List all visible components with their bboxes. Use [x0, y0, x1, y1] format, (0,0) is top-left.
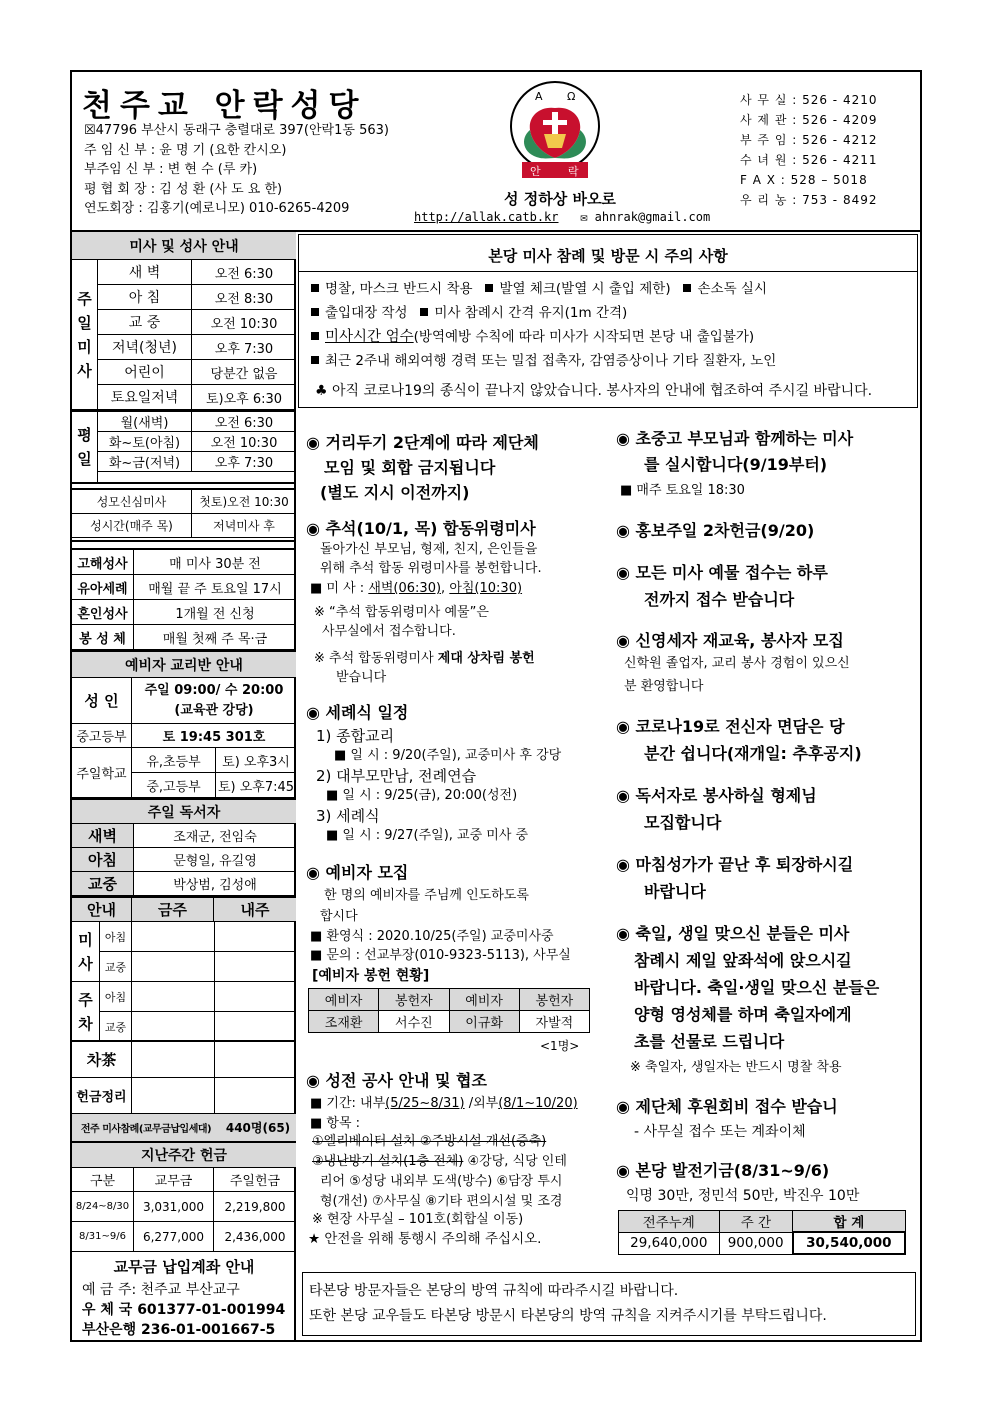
- address: ☒47796 부산시 동래구 충렬대로 397(안락1동 563): [84, 123, 389, 138]
- birthday-heading-5: 초를 선물로 드립니다: [634, 1032, 785, 1051]
- birthday-heading-2: 참례시 제일 앞좌석에 앉으시길: [634, 951, 852, 970]
- assistant-pastor: 부주임 신 부 : 변 현 수 (루 카): [84, 162, 258, 177]
- interview-heading-1: ◉ 코로나19로 전신자 면담은 당: [616, 717, 845, 736]
- weekday-mass-row-1-cell-0: 월(새벽): [98, 412, 192, 431]
- baptism-step-1-detail: ■ 일 시 : 9/20(주일), 교중미사 후 강당: [334, 748, 562, 763]
- sunday-mass-row-4-cell-1: 오후 7:30: [214, 341, 274, 357]
- rebaptized-text-1: 신학원 졸업자, 교리 봉사 경험이 있으신: [624, 656, 850, 671]
- section-divider: [72, 548, 296, 550]
- sunday-mass-row-6-cell-1: 토)오후 6:30: [205, 391, 283, 407]
- construction-done-1: ①엘리베이터 설치 ②주방시설 개선(증축): [312, 1134, 547, 1149]
- duty-header-row: 안내 금주 내주: [72, 896, 296, 922]
- special-mass-row-1-cell-1: 첫토)오전 10:30: [199, 495, 289, 509]
- sacrament-row-1-cell-1: 매 미사 30분 전: [169, 556, 261, 572]
- fund-td-2: 900,000: [719, 1232, 793, 1254]
- notice-line-3: 미사시간 엄수(방역예방 수칙에 따라 미사가 시작되면 본당 내 출입불가): [311, 325, 754, 346]
- special-mass-row-2: [72, 514, 296, 538]
- sacrament-row-3-cell-1: 1개월 전 신청: [175, 606, 255, 622]
- pastor: 주 임 신 부 : 윤 명 기 (요한 칸시오): [84, 142, 287, 158]
- reader-row-1-cell-1: 조재군, 전임숙: [173, 830, 257, 845]
- construction-heading: ◉ 성전 공사 안내 및 협조: [306, 1071, 487, 1090]
- offering-title: 지난주간 헌금: [72, 1142, 296, 1168]
- phone-fax: F A X : 528 – 5018: [740, 173, 868, 187]
- baptism-step-2: 2) 대부모만남, 전례연습: [316, 767, 477, 785]
- chuseok-mass: ■ 미 사 : 새벽(06:30), 아침(10:30): [310, 581, 523, 596]
- recruit-text-1: 한 명의 예비자를 주님께 인도하도록: [324, 888, 529, 903]
- recruit-status: [예비자 봉헌 현황]: [312, 968, 430, 984]
- distance-heading-3: (별도 지시 이전까지): [320, 483, 470, 502]
- weekday-mass-row-3-cell-1: 오후 7:30: [214, 456, 274, 471]
- offering-notice-1: ◉ 모든 미사 예물 접수는 하루: [616, 563, 828, 582]
- distance-heading-1: ◉ 거리두기 2단계에 따라 제단체: [306, 433, 539, 452]
- parish-logo: [500, 78, 610, 190]
- phone-list: [740, 90, 877, 210]
- sunday-mass-row-5-cell-0: 어린이: [98, 360, 192, 384]
- notice-line-4: 최근 2주내 해외여행 경력 또는 밀접 접촉자, 감염증상이나 기타 질환자, 노인: [311, 349, 776, 369]
- sunday-mass-row-1-cell-1: 오전 6:30: [214, 266, 274, 282]
- notice-line-1: 명찰, 마스크 반드시 착용 발열 체크(발열 시 출입 제한) 손소독 실시: [311, 277, 767, 297]
- sunday-mass-row-4-cell-0: 저녁(청년): [98, 335, 192, 359]
- account-post: 우 체 국 601377-01-001994: [82, 1302, 286, 1318]
- section-divider: [72, 482, 296, 484]
- recruit-table: [308, 988, 590, 1033]
- sunday-mass-row-2-cell-0: 아 침: [98, 285, 192, 309]
- phone-office: 사 무 실 : 526 - 4210: [740, 93, 878, 107]
- youth-class-row: 중고등부 토 19:45 301호: [72, 724, 296, 748]
- account-info: [82, 1280, 296, 1340]
- left-column: [72, 232, 296, 1342]
- dues-text: - 사무실 접수 또는 계좌이체: [634, 1124, 806, 1140]
- reader-row-1: [72, 824, 296, 848]
- baptism-step-2-detail: ■ 일 시 : 9/25(금), 20:00(성전): [326, 788, 518, 803]
- recruit-th-4: 봉헌자: [519, 989, 589, 1011]
- parents-heading-1: ◉ 초중고 부모님과 함께하는 미사: [616, 429, 854, 448]
- sunday-mass-row-3: [98, 310, 296, 335]
- section-divider: [72, 540, 296, 542]
- recruit-text-2: 합시다: [320, 909, 358, 924]
- birthday-heading-3: 바랍니다. 축일·생일 맞으신 분들은: [634, 978, 880, 997]
- account-title: 교무금 납입계좌 안내: [113, 1258, 255, 1276]
- section-divider: [72, 410, 296, 412]
- recruit-td-4: 자발적: [519, 1011, 589, 1033]
- special-mass-row-1: [72, 490, 296, 514]
- hymn-heading-1: ◉ 마침성가가 끝난 후 퇴장하시길: [616, 855, 854, 874]
- sacrament-row-4-cell-0: 봉 성 체: [72, 625, 134, 649]
- construction-line-2: ③냉난방기 설치(1층 전체) ④강당, 식당 인테: [312, 1154, 567, 1169]
- offering-notice-2: 전까지 접수 받습니다: [644, 590, 795, 609]
- reader-row-2: [72, 848, 296, 872]
- sunday-mass-row-1: [98, 260, 296, 285]
- phone-urinong: 우 리 농 : 753 - 8492: [740, 193, 878, 207]
- logo-rak: 락: [568, 165, 579, 178]
- sunday-mass-row-6: [98, 385, 296, 410]
- council-president: 평 협 회 장 : 김 성 환 (사 도 요 한): [84, 181, 283, 197]
- sunday-mass-row-5-cell-1: 당분간 없음: [210, 366, 278, 382]
- footer-line-2: 또한 본당 교우들도 타본당 방문시 타본당의 방역 규칙을 지켜주시기를 부탁드립니다.: [309, 1308, 827, 1324]
- chuseok-text-1: 돌아가신 부모님, 형제, 친지, 은인들을: [320, 542, 538, 557]
- offering-row-2: 8/31~9/6 6,277,000 2,436,000: [72, 1222, 296, 1252]
- construction-note: ※ 현장 사무실 – 101호(회합실 이동): [312, 1212, 524, 1227]
- weekday-mass-row-3: [98, 452, 296, 472]
- logo-an: 안: [530, 165, 541, 178]
- sacrament-row-4-cell-1: 매월 첫째 주 목·금: [162, 631, 268, 647]
- covid-notice: [298, 234, 918, 408]
- chuseok-note-2: ※ 추석 합동위령미사 제대 상차림 봉헌: [314, 651, 535, 666]
- chuseok-note-1b: 사무실에서 접수합니다.: [322, 624, 456, 639]
- fund-td-1: 29,640,000: [619, 1232, 720, 1254]
- sacrament-row-3-cell-0: 혼인성사: [72, 600, 134, 624]
- reader-row-2-cell-0: 아침: [72, 848, 134, 871]
- construction-items: ■ 항목 :: [310, 1116, 361, 1131]
- baptism-step-3-detail: ■ 일 시 : 9/27(주일), 교중 미사 중: [326, 828, 529, 843]
- sacrament-row-2-cell-0: 유아세례: [72, 575, 134, 599]
- construction-line-4: 형(개선) ⑦사무실 ⑧기타 편의시설 및 조경: [320, 1194, 563, 1209]
- right-column: [616, 426, 916, 1256]
- adult-class-row: 성 인 주일 09:00/ 수 20:00 (교육관 강당): [72, 678, 296, 724]
- recruit-td-3: 이규화: [449, 1011, 519, 1033]
- contact-links: [414, 210, 710, 224]
- phone-convent: 수 녀 원 : 526 - 4211: [740, 153, 878, 167]
- phone-assistant: 부 주 임 : 526 - 4212: [740, 133, 878, 147]
- catechumen-title: 예비자 교리반 안내: [72, 650, 296, 678]
- weekday-mass-row-1: [98, 412, 296, 432]
- construction-period: ■ 기간: 내부(5/25~8/31) /외부(8/1~10/20): [310, 1096, 578, 1111]
- attendance-row: 전주 미사참례(교무금납입세대) 440명(65): [72, 1114, 296, 1142]
- chuseok-note-2b: 받습니다: [336, 670, 387, 685]
- sacrament-row-1: [72, 550, 296, 575]
- hymn-heading-2: 바랍니다: [644, 882, 706, 901]
- promo-heading: ◉ 홍보주일 2차헌금(9/20): [616, 521, 815, 540]
- recruit-th-1: 예비자: [309, 989, 379, 1011]
- baptism-step-1: 1) 종합교리: [316, 727, 395, 745]
- sacrament-row-4: [72, 625, 296, 650]
- readers-title: 주일 독서자: [72, 798, 296, 824]
- weekday-mass-row-2: [98, 432, 296, 452]
- recruit-heading: ◉ 예비자 모집: [306, 863, 409, 882]
- fund-th-3: 합 계: [793, 1211, 905, 1233]
- duty-tea-row: 차茶: [72, 1042, 296, 1078]
- reader-row-3: [72, 872, 296, 896]
- birthday-heading-4: 양형 영성체를 하며 축일자에게: [634, 1005, 852, 1024]
- sacrament-row-2: [72, 575, 296, 600]
- sunday-mass-row-3-cell-1: 오전 10:30: [210, 316, 278, 332]
- fund-heading: ◉ 본당 발전기금(8/31~9/6): [616, 1161, 830, 1180]
- birthday-heading-1: ◉ 축일, 생일 맞으신 분들은 미사: [616, 924, 850, 943]
- parents-heading-2: 를 실시합니다(9/19부터): [644, 455, 828, 474]
- sunday-mass-row-4: [98, 335, 296, 360]
- recruit-th-3: 예비자: [449, 989, 519, 1011]
- distance-heading-2: 모임 및 회합 금지됩니다: [324, 458, 496, 477]
- special-mass-row-2-cell-1: 저녁미사 후: [213, 519, 275, 533]
- account-holder: 예 금 주: 천주교 부산교구: [82, 1282, 240, 1298]
- fund-td-3: 30,540,000: [793, 1232, 905, 1254]
- header-info: [84, 121, 389, 219]
- weekday-mass-row-2-cell-1: 오전 10:30: [210, 436, 278, 451]
- sunday-mass-row-2-cell-1: 오전 8:30: [214, 291, 274, 307]
- recruit-td-2: 서수진: [379, 1011, 449, 1033]
- reader-row-1-cell-0: 새벽: [72, 824, 134, 847]
- sunday-mass-row-3-cell-0: 교 중: [98, 310, 192, 334]
- weekday-mass-row-3-cell-0: 화~금(저녁): [98, 452, 192, 471]
- weekday-mass-row-2-cell-0: 화~토(아침): [98, 432, 192, 451]
- special-mass-row-1-cell-0: 성모신심미사: [72, 490, 192, 513]
- baptism-heading: ◉ 세례식 일정: [306, 703, 409, 722]
- recruit-contact: ■ 문의 : 선교부장(010-9323-5113), 사무실: [310, 948, 571, 963]
- recruit-th-2: 봉헌자: [379, 989, 449, 1011]
- baptism-step-3: 3) 세례식: [316, 807, 380, 825]
- sunday-mass-row-2: [98, 285, 296, 310]
- sunday-mass-row-6-cell-0: 토요일저녁: [98, 385, 192, 409]
- sunday-label: 주 일 미 사: [72, 260, 98, 410]
- fund-table: [618, 1210, 906, 1255]
- reader-row-3-cell-1: 박상범, 김성애: [173, 878, 257, 893]
- sunday-mass-row-5: [98, 360, 296, 385]
- section-divider: [72, 488, 296, 490]
- duty-parking-row: 주 차 아침 교중: [72, 982, 296, 1042]
- chuseok-heading: ◉ 추석(10/1, 목) 합동위령미사: [306, 519, 536, 538]
- sunday-mass-row-1-cell-0: 새 벽: [98, 260, 192, 284]
- reader-heading-1: ◉ 독서자로 봉사하실 형제님: [616, 786, 817, 805]
- rebaptized-text-2: 분 환영합니다: [624, 679, 704, 694]
- email-link[interactable]: ✉ ahnrak@gmail.com: [580, 210, 711, 224]
- interview-heading-2: 분간 쉽니다(재개일: 추후공지): [644, 744, 862, 763]
- account-bank: 부산은행 236-01-001667-5: [82, 1322, 276, 1338]
- notice-line-2: 출입대장 작성 미사 참례시 간격 유지(1m 간격): [311, 301, 627, 321]
- chuseok-text-2: 위해 추석 합동 위령미사를 봉헌합니다.: [320, 561, 542, 576]
- fund-th-2: 주 간: [719, 1211, 793, 1233]
- parents-schedule: ■ 매주 토요일 18:30: [620, 483, 745, 498]
- special-mass-row-2-cell-0: 성시간(매주 목): [72, 514, 192, 537]
- footer-notice: [302, 1272, 916, 1336]
- construction-line-3: 리어 ⑤성당 내외부 도색(방수) ⑥담장 투시: [320, 1174, 563, 1189]
- sacrament-row-2-cell-1: 매월 끝 주 토요일 17시: [148, 581, 282, 597]
- reader-row-2-cell-1: 문형일, 유길영: [173, 854, 257, 869]
- sacrament-row-3: [72, 600, 296, 625]
- weekday-mass-row-1-cell-1: 오전 6:30: [214, 416, 274, 431]
- duty-mass-row: 미 사 아침 교중: [72, 922, 296, 982]
- logo-alpha: A: [535, 90, 543, 103]
- birthday-note: ※ 축일자, 생일자는 반드시 명찰 착용: [630, 1060, 842, 1075]
- sunday-school-row: 주일학교 유,초등부 토) 오후3시 중,고등부 토) 오후7:45: [72, 748, 296, 798]
- recruit-welcome: ■ 환영식 : 2020.10/25(주일) 교중미사중: [310, 929, 554, 944]
- rebaptized-heading: ◉ 신영세자 재교육, 봉사자 모집: [616, 631, 844, 650]
- fund-th-1: 전주누계: [619, 1211, 720, 1233]
- dues-heading: ◉ 제단체 후원회비 접수 받습니: [616, 1097, 838, 1116]
- patron-saint: 성 정하상 바오로: [504, 190, 616, 208]
- phone-rectory: 사 제 관 : 526 - 4209: [740, 113, 878, 127]
- notice-line-5: ♣ 아직 코로나19의 종식이 끝나지 않았습니다. 봉사자의 안내에 협조하여 주시길 바랍니다.: [315, 383, 873, 399]
- middle-column: [306, 426, 606, 1256]
- recruit-td-1: 조재환: [309, 1011, 379, 1033]
- mass-schedule-title: 미사 및 성사 안내: [72, 232, 296, 260]
- offering-head-row: 구분 교무금 주일헌금: [72, 1168, 296, 1192]
- construction-safety: ★ 안전을 위해 통행시 주의해 주십시오.: [308, 1231, 542, 1247]
- footer-line-1: 타본당 방문자들은 본당의 방역 규칙에 따라주시길 바랍니다.: [309, 1283, 679, 1299]
- chuseok-note-1: ※ “추석 합동위령미사 예물”은: [314, 605, 489, 620]
- sacrament-row-1-cell-0: 고해성사: [72, 550, 134, 574]
- logo-omega: Ω: [567, 90, 576, 103]
- weekday-label: 평 일: [72, 412, 98, 482]
- reader-heading-2: 모집합니다: [644, 813, 722, 832]
- recruit-total: <1명>: [540, 1039, 580, 1053]
- notice-title: 본당 미사 참례 및 방문 시 주의 사항: [488, 247, 728, 265]
- parish-title: 천주교 안락성당: [82, 88, 367, 124]
- website-link[interactable]: http://allak.catb.kr: [414, 210, 559, 224]
- duty-money-row: 헌금정리: [72, 1078, 296, 1114]
- offering-row-1: 8/24~8/30 3,031,000 2,219,800: [72, 1192, 296, 1222]
- reader-row-3-cell-0: 교중: [72, 872, 134, 895]
- yeondo-head: 연도회장 : 김홍기(예로니모) 010-6265-4209: [84, 201, 350, 216]
- fund-text: 익명 30만, 정민석 50만, 박진우 10만: [626, 1188, 860, 1204]
